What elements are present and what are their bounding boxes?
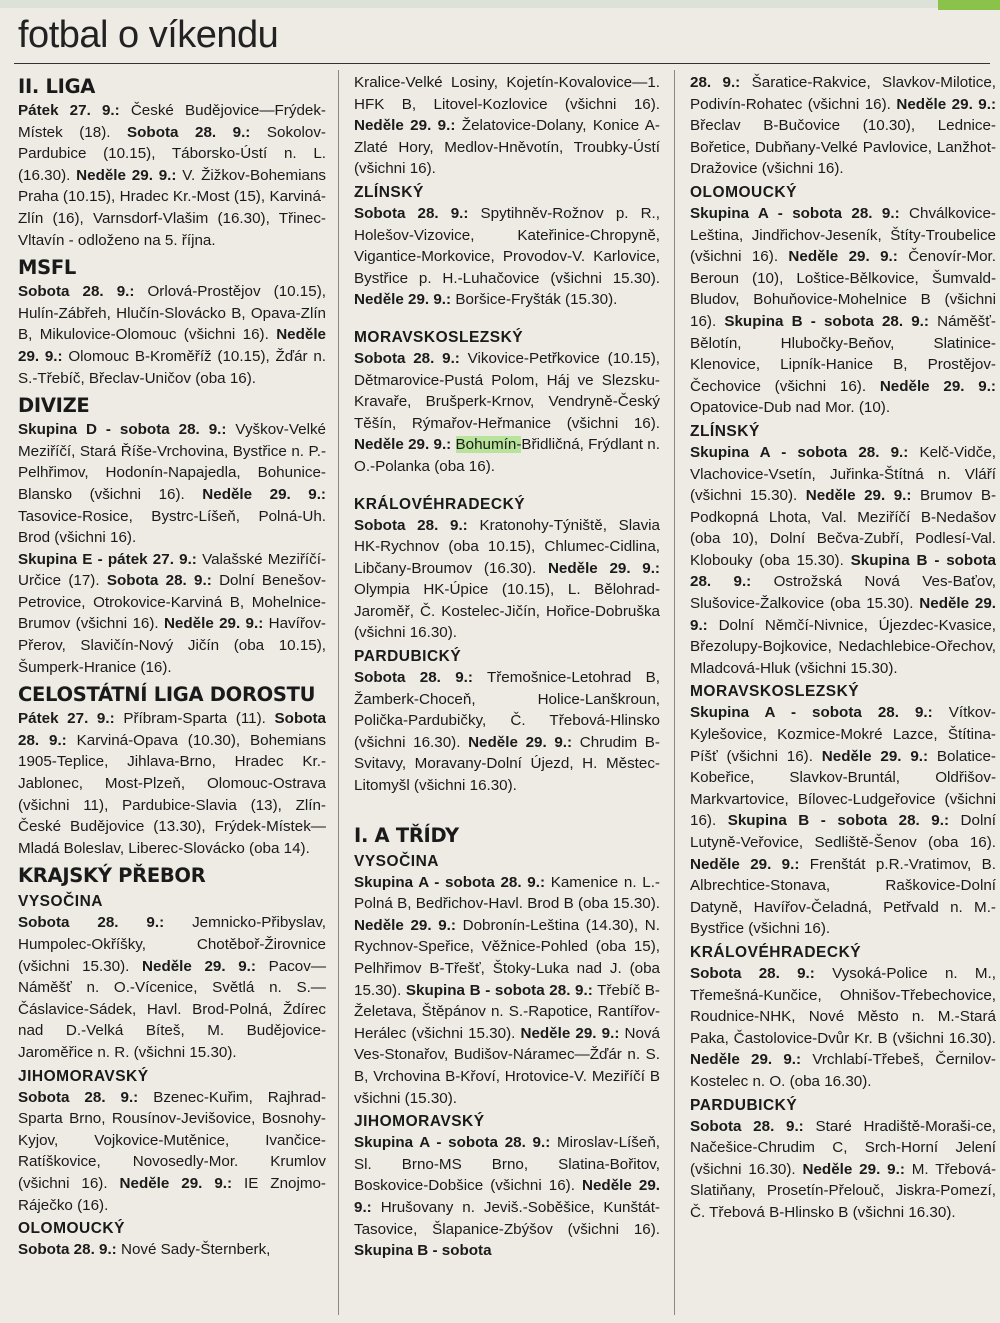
fixture-paragraph: Sobota 28. 9.: Orlová-Prostějov (10.15), Hulín-Zábřeh, Hlučín-Slovácko B, Opava-Zlín B, Mikulovice-Olomouc (všichni 16). Neděle 29. 9.: Olomouc B-Kroměříž (10.15), Žďár n. S.-Třebíč, Břeclav-Uničov (oba 16). — [18, 283, 326, 387]
fixture-paragraph: Sobota 28. 9.: Staré Hradiště-Moraši-ce, Načešice-Chrudim C, Srch-Horní Jelení (všichni 16.30). Neděle 29. 9.: M. Třebová-Slatiňany, Prosetín-Přelouč, Jiskra-Pomezí, Č. Třebová B-Hlinsko B (všichni 16.30). — [690, 1117, 996, 1221]
page-title: fotbal o víkendu — [18, 14, 279, 56]
region-heading: PARDUBICKÝ — [690, 1096, 798, 1114]
column-divider — [674, 70, 675, 1315]
fixture-paragraph: Pátek 27. 9.: Příbram-Sparta (11). Sobota 28. 9.: Karviná-Opava (10.30), Bohemians 1905-Teplice, Jihlava-Brno, Hradec Kr.-Jablonec, Most-Plzeň, Olomouc-Ostrava (všichni 11), Pardubice-Slavia (13), Zlín-České Budějovice (13.30), Frýdek-Místek—Mladá Boleslav, Liberec-Slovácko (oba 14). — [18, 710, 327, 857]
title-rule — [14, 63, 990, 64]
region-heading: ZLÍNSKÝ — [354, 183, 424, 201]
region-heading: JIHOMORAVSKÝ — [18, 1067, 149, 1085]
fixture-paragraph: Sobota 28. 9.: Nové Sady-Šternberk, — [18, 1241, 271, 1259]
fixture-paragraph: Sobota 28. 9.: Spytihněv-Rožnov p. R., Holešov-Vizovice, Kateřinice-Chropyně, Vigantice-Morkovice, Provodov-V. Karlovice, Bystřice p. H.-Luhačovice (všichni 15.30). Neděle 29. 9.: Boršice-Fryšták (15.30). — [354, 204, 660, 309]
region-heading: KRÁLOVÉHRADECKÝ — [354, 495, 526, 513]
region-heading: JIHOMORAVSKÝ — [354, 1113, 485, 1131]
region-heading: KRÁLOVÉHRADECKÝ — [690, 943, 862, 961]
fixture-paragraph: Sobota 28. 9.: Jemnicko-Přibyslav, Humpolec-Okříšky, Chotěboř-Žirovnice (všichni 15.30). Neděle 29. 9.: Pacov—Náměšť n. O.-Vícenice, Světlá n. S.—Čáslavice-Sádek, Havl. Brod-Polná, Ždírec nad D.-Velká Bíteš, M. Budějovice-Jaroměřice n. R. (všichni 15.30). — [18, 914, 327, 1061]
section-heading: II. LIGA — [18, 75, 96, 98]
fixture-paragraph: Skupina E - pátek 27. 9.: Valašské Meziříčí-Určice (17). Sobota 28. 9.: Dolní Benešov-Petrovice, Otrokovice-Karviná B, Mohelnice-Brumov (všichni 16). Neděle 29. 9.: Havířov-Přerov, Slavičín-Nový Jičín (oba 10.15), Šumperk-Hranice (16). — [18, 550, 327, 676]
fixture-paragraph: Kralice-Velké Losiny, Kojetín-Kovalovice—1. HFK B, Litovel-Kozlovice (všichni 16). Neděle 29. 9.: Želatovice-Dolany, Konice A-Zlaté Hory, Medlov-Hněvotín, Troubky-Ústí (všichni 16). — [354, 74, 660, 178]
section-heading: MSFL — [18, 256, 76, 280]
region-heading: MORAVSKOSLEZSKÝ — [354, 328, 524, 346]
region-heading: OLOMOUCKÝ — [18, 1220, 125, 1238]
column-1 — [18, 66, 326, 1261]
region-heading: MORAVSKOSLEZSKÝ — [690, 683, 860, 701]
fixture-paragraph: Sobota 28. 9.: Kratonohy-Týniště, Slavia HK-Rychnov (oba 10.15), Chlumec-Cidlina, Libčany-Broumov (16.30). Neděle 29. 9.: Olympia HK-Úpice (10.15), L. Bělohrad-Jaroměř, Č. Kostelec-Jičín, Hořice-Dobruška (všichni 16.30). — [354, 516, 660, 642]
fixture-paragraph: Pátek 27. 9.: České Budějovice—Frýdek-Místek (18). Sobota 28. 9.: Sokolov-Pardubice (10.15), Táborsko-Ústí n. L. (16.30). Neděle 29. 9.: V. Žižkov-Bohemians Praha (10.15), Hradec Kr.-Most (15), Karviná-Zlín (16), Varnsdorf-Vlašim (16.30), Třinec-Vltavín - odloženo na 5. října. — [18, 102, 326, 249]
fixture-paragraph: Sobota 28. 9.: Třemošnice-Letohrad B, Žamberk-Choceň, Holice-Lanškroun, Polička-Pardubičky, Č. Třebová-Hlinsko (všichni 16.30). Neděle 29. 9.: Chrudim B-Svitavy, Moravany-Dolní Újezd, H. Městec-Litomyšl (všichni 16.30). — [354, 669, 660, 795]
fixture-paragraph: Sobota 28. 9.: Bzenec-Kuřim, Rajhrad-Sparta Brno, Rousínov-Jevišovice, Bosnohy-Kyjov, Vojkovice-Mutěnice, Ivančice-Ratíškovice, Novosedly-Mor. Krumlov (všichni 16). Neděle 29. 9.: IE Znojmo-Ráječko (16). — [18, 1088, 326, 1214]
section-color-tab — [938, 0, 1000, 10]
section-heading: KRAJSKÝ PŘEBOR — [18, 864, 206, 888]
section-heading: CELOSTÁTNÍ LIGA DOROSTU — [18, 683, 316, 707]
region-heading: PARDUBICKÝ — [354, 648, 462, 666]
fixture-paragraph: Sobota 28. 9.: Vikovice-Petřkovice (10.15), Dětmarovice-Pustá Polom, Háj ve Slezsku-Kravaře, Brušperk-Krnov, Vendryně-Český Těšín, Rýmařov-Heřmanice (všichni 16). Neděle 29. 9.: Bohumín-Břidličná, Frýdlant n. O.-Polanka (oba 16). — [354, 349, 660, 475]
fixture-paragraph: Skupina A - sobota 28. 9.: Vítkov-Kylešovice, Kozmice-Mokré Lazce, Štítina-Píšť (všichni 16). Neděle 29. 9.: Bolatice-Kobeřice, Slavkov-Bruntál, Oldřišov-Markvartovice, Bílovec-Ludgeřovice (všichni 16). Skupina B - sobota 28. 9.: Dolní Lutyně-Veřovice, Sedliště-Šenov (oba 16). Neděle 29. 9.: Frenštát p.R.-Vratimov, B. Albrechtice-Stonava, Raškovice-Dolní Datyně, Havířov-Čeladná, Petřvald n. M.-Bystřice (všichni 16). — [690, 704, 996, 938]
fixture-paragraph: Skupina A - sobota 28. 9.: Kelč-Vidče, Vlachovice-Vsetín, Juřinka-Štítná n. Vláří (všichni 15.30). Neděle 29. 9.: Brumov B-Podkopná Lhota, Val. Meziříčí B-Nedašov (oba 10), Dolní Bečva-Zubří, Podlesí-Val. Klobouky (oba 15.30). Skupina B - sobota 28. 9.: Ostrožská Nová Ves-Baťov, Slušovice-Žalkovice (oba 15.30). Neděle 29. 9.: Dolní Němčí-Nivnice, Újezdec-Kvasice, Březolupy-Bojkovice, Nedachlebice-Ořechov, Mladcová-Hluk (všichni 15.30). — [690, 443, 997, 677]
region-heading: VYSOČINA — [18, 893, 103, 911]
column-divider — [338, 70, 339, 1315]
section-heading: I. A TŘÍDY — [354, 823, 459, 847]
top-strip — [0, 0, 1000, 8]
region-heading: ZLÍNSKÝ — [690, 422, 760, 440]
column-2 — [354, 72, 660, 1262]
column-3 — [690, 72, 996, 1224]
region-heading: OLOMOUCKÝ — [690, 183, 797, 201]
highlighted-text: Bohumín- — [455, 436, 522, 454]
fixture-paragraph: Skupina A - sobota 28. 9.: Kamenice n. L.-Polná B, Bedřichov-Havl. Brod B (oba 15.30). Neděle 29. 9.: Dobronín-Leština (14.30), N. Rychnov-Speřice, Věžnice-Pohled (oba 15), Pelhřimov B-Třešť, Štoky-Luka nad J. (oba 15.30). Skupina B - sobota 28. 9.: Třebíč B-Želetava, Štěpánov n. S.-Rapotice, Rantířov-Herálec (všichni 15.30). Neděle 29. 9.: Nová Ves-Stonařov, Budišov-Náramec—Žďár n. S. B, Vrchovina B-Křoví, Hrotovice-V. Meziříčí B všichni (15.30). — [354, 873, 660, 1107]
region-heading: VYSOČINA — [354, 852, 439, 870]
fixture-paragraph: Sobota 28. 9.: Vysoká-Police n. M., Třemešná-Kunčice, Ohnišov-Třebechovice, Roudnice-NHK, Nové Město n. M.-Stará Paka, Častolovice-Dvůr Kr. B (všichni 16.30). Neděle 29. 9.: Vrchlabí-Třebeš, Černilov-Kostelec n. O. (oba 16.30). — [690, 964, 996, 1090]
section-heading: DIVIZE — [18, 394, 90, 418]
fixture-paragraph: 28. 9.: Šaratice-Rakvice, Slavkov-Milotice, Podivín-Rohatec (všichni 16). Neděle 29. 9.: Břeclav B-Bučovice (10.30), Lednice-Bořetice, Dubňany-Velké Pavlovice, Lanžhot-Dražovice (všichni 16). — [690, 74, 996, 178]
fixture-paragraph: Skupina A - sobota 28. 9.: Miroslav-Líšeň, Sl. Brno-MS Brno, Slatina-Bořitov, Boskovice-Dobšice (všichni 16). Neděle 29. 9.: Hrušovany n. Jeviš.-Soběšice, Kunštát-Tasovice, Šlapanice-Zbýšov (všichni 16). Skupina B - sobota — [354, 1134, 660, 1260]
fixture-paragraph: Skupina D - sobota 28. 9.: Vyškov-Velké Meziříčí, Stará Říše-Vrchovina, Bystřice n. P.-Pelhřimov, Hodonín-Napajedla, Bohunice-Blansko (všichni 16). Neděle 29. 9.: Tasovice-Rosice, Bystrc-Líšeň, Polná-Uh. Brod (všichni 16). — [18, 421, 326, 547]
fixture-paragraph: Skupina A - sobota 28. 9.: Chválkovice-Leština, Jindřichov-Jeseník, Štíty-Troubelice (všichni 16). Neděle 29. 9.: Čenovír-Mor. Beroun (10), Loštice-Bělkovice, Šumvald-Bludov, Bohuňovice-Mohelnice B (všichni 16). Skupina B - sobota 28. 9.: Náměšť-Bělotín, Hlubočky-Beňov, Slatinice-Klenovice, Lipník-Hanice B, Prostějov-Čechovice (všichni 16). Neděle 29. 9.: Opatovice-Dub nad Mor. (10). — [690, 204, 996, 417]
